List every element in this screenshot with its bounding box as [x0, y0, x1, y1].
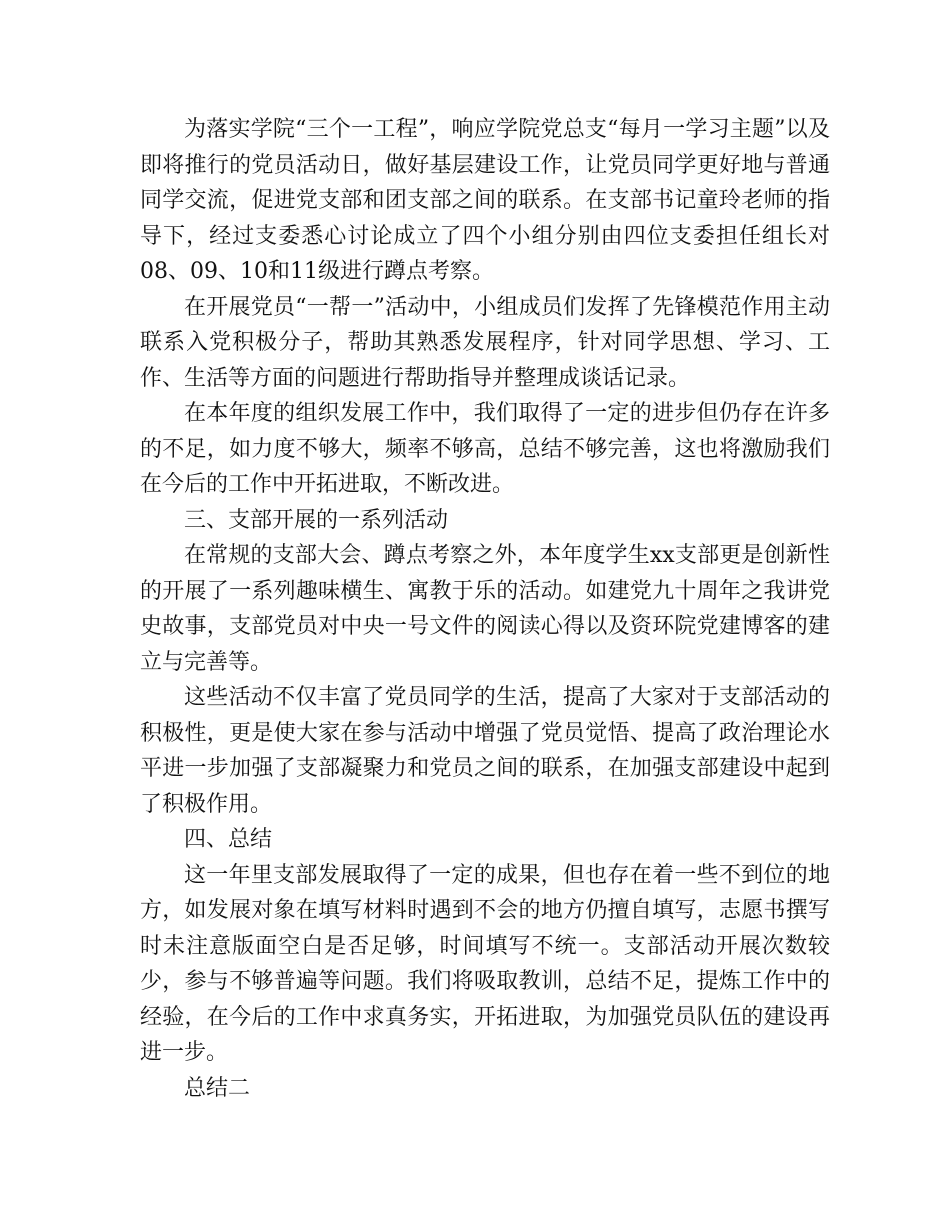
paragraph-5: 这些活动不仅丰富了党员同学的生活，提高了大家对于支部活动的积极性，更是使大家在参与活动中增强了党员觉悟、提高了政治理论水平进一步加强了支部凝聚力和党员之间的联系，在加强支部建设中起到了积极作用。 — [140, 685, 830, 817]
paragraph-6: 这一年里支部发展取得了一定的成果，但也存在着一些不到位的地方，如发展对象在填写材料时遇到不会的地方仍擅自填写，志愿书撰写时未注意版面空白是否足够，时间填写不统一。支部活动开展次数较少，参与不够普遍等问题。我们将吸取教训，总结不足，提炼工作中的经验，在今后的工作中求真务实，开拓进取，为加强党员队伍的建设再进一步。 — [140, 862, 830, 1065]
paragraph-3: 在本年度的组织发展工作中，我们取得了一定的进步但仍存在许多的不足，如力度不够大，频率不够高，总结不够完善，这也将激励我们在今后的工作中开拓进取，不断改进。 — [140, 401, 830, 497]
paragraph-4: 在常规的支部大会、蹲点考察之外，本年度学生xx支部更是创新性的开展了一系列趣味横生、寓教于乐的活动。如建党九十周年之我讲党史故事，支部党员对中央一号文件的阅读心得以及资环院党建博客的建立与完善等。 — [140, 543, 830, 675]
document-body — [140, 112, 830, 1106]
paragraph-2: 在开展党员“一帮一”活动中，小组成员们发挥了先锋模范作用主动联系入党积极分子，帮助其熟悉发展程序，针对同学思想、学习、工作、生活等方面的问题进行帮助指导并整理成谈话记录。 — [140, 294, 830, 391]
paragraph-1: 为落实学院“三个一工程”，响应学院党总支“每月一学习主题”以及即将推行的党员活动日，做好基层建设工作，让党员同学更好地与普通同学交流，促进党支部和团支部之间的联系。在支部书记童玲老师的指导下，经过支委悉心讨论成立了四个小组分别由四位支委担任组长对08、09、10和11级进行蹲点考察。 — [140, 117, 830, 284]
section-heading-4: 四、总结 — [184, 827, 273, 852]
summary-two-heading: 总结二 — [184, 1075, 251, 1101]
section-heading-3: 三、支部开展的一系列活动 — [184, 507, 449, 533]
